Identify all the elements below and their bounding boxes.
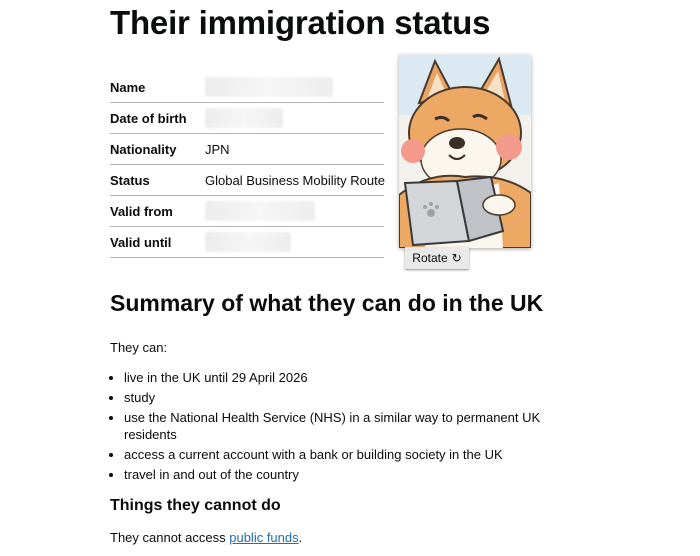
status-value-redacted — [205, 108, 384, 128]
status-row-valid-until — [110, 227, 384, 258]
status-row-status — [110, 165, 384, 196]
status-key: Date of birth — [110, 110, 187, 126]
status-key: Name — [110, 79, 146, 95]
dog-illustration-icon — [399, 55, 531, 248]
cannot-text — [110, 530, 302, 545]
list-item: • study — [124, 389, 544, 406]
page-title: Their immigration status — [110, 4, 491, 41]
redacted-block — [205, 77, 333, 97]
status-row-valid-from — [110, 196, 384, 227]
status-row-nationality — [110, 134, 384, 165]
can-do-list — [110, 369, 544, 486]
status-key: Valid from — [110, 203, 173, 219]
cannot-heading: Things they cannot do — [110, 497, 281, 514]
status-value: JPN — [205, 141, 230, 157]
public-funds-link[interactable]: public funds — [229, 530, 299, 545]
list-item: • travel in and out of the country — [124, 466, 544, 483]
status-value-redacted — [205, 232, 384, 252]
summary-intro: They can: — [110, 340, 168, 355]
status-row-date-of-birth — [110, 103, 384, 134]
status-key: Status — [110, 172, 150, 188]
status-row-name — [110, 72, 384, 103]
status-key: Nationality — [110, 141, 177, 157]
status-value-redacted — [205, 77, 384, 97]
status-key: Valid until — [110, 234, 172, 250]
rotate-icon: ↻ — [451, 251, 462, 265]
redacted-block — [205, 232, 291, 252]
summary-heading: Summary of what they can do in the UK — [110, 290, 544, 316]
rotate-button[interactable] — [405, 247, 469, 269]
status-value-redacted — [205, 201, 384, 221]
status-summary-list — [110, 72, 384, 258]
cannot-text-after: . — [298, 530, 303, 545]
status-value: Global Business Mobility Route — [205, 172, 385, 188]
rotate-button-label: Rotate — [412, 251, 448, 265]
profile-photo — [399, 55, 531, 248]
redacted-block — [205, 108, 283, 128]
list-item: • live in the UK until 29 April 2026 — [124, 369, 544, 386]
redacted-block — [205, 201, 315, 221]
list-item: • access a current account with a bank or building society in the UK — [124, 446, 544, 463]
list-item: • use the National Health Service (NHS) in a similar way to permanent UK residents — [124, 409, 544, 443]
cannot-text-before: They cannot access — [110, 530, 230, 545]
